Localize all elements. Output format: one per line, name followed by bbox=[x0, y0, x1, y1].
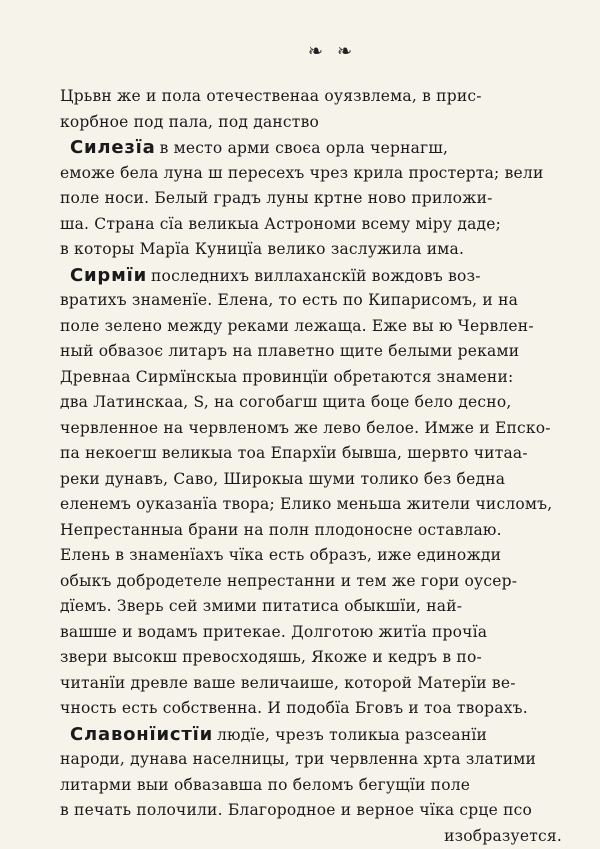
text-line bbox=[60, 441, 562, 467]
text-line bbox=[60, 696, 562, 722]
text-line bbox=[60, 620, 562, 646]
text-line bbox=[60, 314, 562, 340]
text-line bbox=[60, 110, 562, 136]
text-line bbox=[60, 186, 562, 212]
section-heading: Силезїа bbox=[70, 137, 156, 158]
line-text: вашше и водамъ притекае. Долготою житїа прочїа bbox=[60, 623, 487, 641]
line-text: Црьвн же и пола отечественаа оуязвлема, в прис- bbox=[60, 87, 482, 105]
line-text: ша. Страна сїа великыа Астрономи всему міру даде; bbox=[60, 215, 501, 233]
line-text: два Латинскаа, S, на согобагш щита боце бело десно, bbox=[60, 393, 511, 411]
line-text: па некоегш великыа тоа Епархїи бывша, шервто читаа- bbox=[60, 444, 528, 462]
line-text: поле зелено между реками лежаща. Еже вы ю Червлен- bbox=[60, 317, 534, 335]
text-line bbox=[60, 569, 562, 595]
line-text: читанїи древле ваше величаише, которой Матерїи ве- bbox=[60, 674, 516, 692]
line-text: в место арми своєа орла чернагш, bbox=[160, 139, 449, 157]
text-line bbox=[60, 135, 562, 161]
text-line bbox=[60, 84, 562, 110]
line-text: звери высокш превосходяшь, Якоже и кедръ в по- bbox=[60, 648, 482, 666]
text-line bbox=[60, 492, 562, 518]
text-line bbox=[60, 416, 562, 442]
ornament-left-icon: ❧ bbox=[308, 40, 323, 64]
line-text: последнихъ виллаханскїй вождовъ воз- bbox=[151, 267, 481, 285]
line-text: Непрестанныа брани на полн плодоносне оставлаю. bbox=[60, 521, 502, 539]
text-line bbox=[60, 212, 562, 238]
line-text: вратихъ знаменїе. Елена, то есть по Кипарисомъ, и на bbox=[60, 291, 518, 309]
text-line bbox=[60, 671, 562, 697]
section-heading: Сирмїи bbox=[70, 265, 147, 286]
line-text: ный обвазоє литаръ на плаветно щите белыми реками bbox=[60, 342, 519, 360]
text-line bbox=[60, 747, 562, 773]
text-line bbox=[60, 365, 562, 391]
line-text: поле носи. Белый градъ луны кртне ново приложи- bbox=[60, 189, 493, 207]
body-text bbox=[60, 84, 562, 849]
text-line bbox=[60, 288, 562, 314]
line-text: реки дунавъ, Саво, Широкыа шуми толико без бедна bbox=[60, 470, 505, 488]
line-text: людїе, чрезъ толикыа разсеанїи bbox=[217, 726, 487, 744]
text-line bbox=[60, 263, 562, 289]
ornament bbox=[100, 40, 560, 64]
text-line bbox=[60, 339, 562, 365]
text-line bbox=[60, 161, 562, 187]
text-line bbox=[60, 594, 562, 620]
line-text: еможе бела луна ш пересехъ чрез крила простерта; вели bbox=[60, 164, 543, 182]
line-text: изобразуется. bbox=[444, 827, 562, 845]
line-text: народи, дунава населницы, три червленна хрта златими bbox=[60, 750, 536, 768]
line-text: литарми выи обвазавша по беломъ бегущїи поле bbox=[60, 776, 470, 794]
text-line bbox=[60, 773, 562, 799]
text-line bbox=[60, 543, 562, 569]
line-text: червленное на червленомъ же лево белое. Имже и Епско- bbox=[60, 419, 551, 437]
text-line bbox=[60, 722, 562, 748]
line-text: Древнаа Сирмїнскыа провинцїи обретаются знамени: bbox=[60, 368, 513, 386]
line-text: в печать полочили. Благородное и верное чїка срце псо bbox=[60, 801, 532, 819]
text-line bbox=[60, 645, 562, 671]
line-text: чность есть собственна. И подобїа Бговъ и тоа творахъ. bbox=[60, 699, 528, 717]
ornament-right-icon: ❧ bbox=[337, 40, 352, 64]
text-line bbox=[60, 798, 562, 824]
line-text: дїемъ. Зверь сей змими питатиса обыкшїи, най- bbox=[60, 597, 462, 615]
line-text: еленемъ оуказанїа твора; Елико меньша жители числомъ, bbox=[60, 495, 552, 513]
text-line bbox=[60, 467, 562, 493]
text-line bbox=[60, 824, 562, 849]
line-text: Елень в знаменїахъ чїка есть образъ, иже единожди bbox=[60, 546, 501, 564]
line-text: в которы Марїа Куницїа велико заслужила има. bbox=[60, 240, 464, 258]
text-line bbox=[60, 237, 562, 263]
section-heading: Славонїистїи bbox=[70, 724, 213, 745]
line-text: корбное под пала, под данство bbox=[60, 113, 319, 131]
line-text: обыкъ добродетеле непрестанни и тем же гори оусер- bbox=[60, 572, 517, 590]
text-line bbox=[60, 390, 562, 416]
text-line bbox=[60, 518, 562, 544]
